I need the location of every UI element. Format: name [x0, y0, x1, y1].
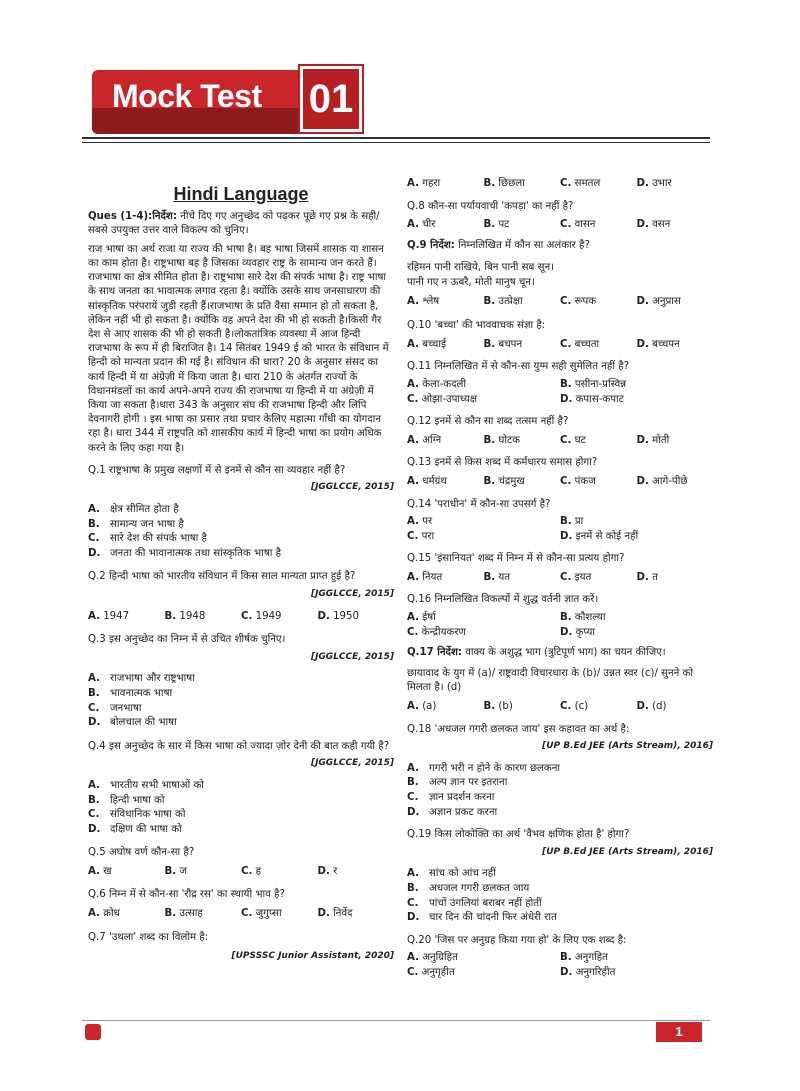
option[interactable]: B. उत्प्रेक्षा	[483, 295, 523, 307]
option[interactable]: C. रूपक	[560, 295, 597, 307]
option[interactable]: C. समतल	[560, 178, 601, 189]
option[interactable]: B. घोटक	[483, 434, 521, 446]
option[interactable]: B. पसीना-प्रस्विन्न	[560, 378, 627, 390]
option[interactable]: D. बच्चपन	[636, 338, 680, 350]
option[interactable]: A. नियत	[407, 571, 443, 583]
page-number: 1	[656, 1022, 702, 1042]
option[interactable]: C. जनभाषा	[88, 702, 142, 714]
option[interactable]: D. मोती	[636, 434, 670, 446]
option[interactable]: D. निर्वेद	[317, 908, 353, 920]
option[interactable]: A. अग्नि	[407, 434, 442, 446]
option[interactable]: D. इनमें से कोई नहीं	[560, 530, 639, 542]
question-16: Q.16 निम्नलिखित विकल्पों में शुद्ध वर्तनी ज्ञात करें। A. ईर्षा B. कौशल्या C. केन्द्रीयकरण D. कृप्या	[407, 593, 713, 640]
option[interactable]: D. बोलचाल की भाषा	[88, 717, 177, 729]
option[interactable]: D. जनता की भावानात्मक तथा सांस्कृतिक भाषा है	[88, 547, 281, 559]
question-4: Q.4 इस अनुच्छेद के सार में किस भाषा को ज्यादा ज़ोर देनी की बात कही गयी है? [JGGLCCE, 2015] A. भारतीय सभी भाषाओं को B. हिन्दी भाषा को C. संविधानिक भाषा को D. दक्षिण की भाषा को	[88, 740, 394, 838]
option[interactable]: D. वसन	[636, 219, 671, 231]
option[interactable]: A. भारतीय सभी भाषाओं को	[88, 779, 204, 791]
option[interactable]: B. 1948	[164, 610, 206, 622]
option[interactable]: C. जुगुप्सा	[241, 908, 282, 920]
question-2: Q.2 हिन्दी भाषा को भारतीय संविधान में किस साल मान्यता प्राप्त हुई है? [JGGLCCE, 2015] A. 1947 B. 1948 C. 1949 D. 1950	[88, 570, 394, 624]
question-20: Q.20 'जिस पर अनुग्रह किया गया हो' के लिए एक शब्द है: A. अनुग्रिहित B. अनुगहित C. अनुगृहीत D. अनुगरिहीत	[407, 934, 713, 981]
option[interactable]: A. (a)	[407, 701, 437, 713]
option[interactable]: C. इयत	[560, 571, 592, 583]
option[interactable]: B. छिछला	[483, 178, 525, 189]
question-17: Q.17 निर्देश: वाक्य के अशुद्ध भाग (त्रुटिपूर्ण भाग) का चयन कीजिए। छायावाद के युग में (a)/ राष्ट्रवादी विचारधारा के (b)/ उन्नत स्वर (c)/ सुनने को मिलता है। (d) A. (a) B. (b) C. (c) D. (d)	[407, 646, 713, 714]
question-7-options	[407, 177, 713, 192]
question-1: Q.1 राष्ट्रभाषा के प्रमुख लक्षणों में से इनमें से कौन सा व्यवहार नहीं है? [JGGLCCE, 2015] A. क्षेत्र सीमित होता है B. सामान्य जन भाषा है C. सारे देश की संपर्क भाषा है D. जनता की भावानात्मक तथा सांस्कृतिक भाषा है	[88, 464, 394, 562]
instructions: Ques (1-4):निर्देश: नीचे दिए गए अनुच्छेद को पढ़कर पूछे गए प्रश्न के सही/सबसे उपयुक्त उत्तर वाले विकल्प को चुनिए।	[88, 210, 380, 237]
question-12: Q.12 इनमें से कौन सा शब्द तत्सम नहीं है? A. अग्नि B. घोटक C. घट D. मोती	[407, 415, 713, 448]
option[interactable]: B. कौशल्या	[560, 612, 606, 624]
option[interactable]: B. भावनात्मक भाषा	[88, 687, 173, 699]
option[interactable]: B. यत	[483, 571, 511, 583]
question-7: Q.7 'उथला' शब्द का विलोम है: [UPSSSC Junior Assistant, 2020]	[88, 931, 394, 962]
option[interactable]: A. सांच को आंच नहीं	[407, 868, 496, 880]
option[interactable]: B. पट	[483, 219, 510, 231]
option[interactable]: D. अनुप्रास	[636, 295, 681, 307]
option[interactable]: A. ख	[88, 865, 112, 877]
section-title: Hindi Language	[173, 184, 309, 204]
option[interactable]: C. वासन	[560, 219, 596, 231]
option[interactable]: A. धर्मग्रंथ	[407, 475, 447, 487]
question-8: Q.8 कौन-सा पर्यायवाची 'कपड़ा' का नहीं है? A. चीर B. पट C. वासन D. वसन	[407, 200, 713, 233]
option[interactable]: C. पंकज	[560, 475, 596, 487]
option[interactable]: C. संविधानिक भाषा को	[88, 809, 186, 821]
option[interactable]: D. 1950	[317, 610, 360, 622]
question-10: Q.10 'बच्चा' की भाववाचक संज्ञा है: A. बच्चाई B. बचपन C. बच्चता D. बच्चपन	[407, 319, 713, 352]
option[interactable]: D. कृप्या	[560, 626, 596, 638]
question-6: Q.6 निम्न में से कौन-सा 'रौद्र रस' का स्थायी भाव है? A. क्रोध B. उत्साह C. जुगुप्सा D. निर्वेद	[88, 888, 394, 921]
footer-divider	[82, 1020, 710, 1021]
option[interactable]: A. अनुग्रिहित	[407, 952, 458, 964]
option[interactable]: B. हिन्दी भाषा को	[88, 794, 165, 806]
option[interactable]: B. अनुगहित	[560, 952, 608, 964]
option[interactable]: D. (d)	[636, 701, 667, 713]
option[interactable]: C. परा	[407, 530, 435, 542]
test-number-badge	[300, 66, 362, 132]
option[interactable]: D. उभार	[636, 178, 672, 189]
option[interactable]: D. दक्षिण की भाषा को	[88, 823, 182, 835]
header-divider-thin	[82, 142, 710, 143]
question-14: Q.14 'पराधीन' में कौन-सा उपसर्ग है? A. पर B. प्रा C. परा D. इनमें से कोई नहीं	[407, 498, 713, 545]
option[interactable]: C. 1949	[241, 610, 282, 622]
option[interactable]: B. प्रा	[560, 516, 584, 528]
option[interactable]: C. सारे देश की संपर्क भाषा है	[88, 533, 207, 545]
option[interactable]: D. आगे-पीछे	[636, 475, 688, 487]
option[interactable]: B. उत्साह	[164, 908, 203, 920]
option[interactable]: B. ज	[164, 865, 187, 877]
question-9: Q.9 निर्देश: निम्नलिखित में कौन सा अलंकार है? रहिमन पानी राखिये, बिन पानी सब सून। पानी गए न ऊबरै, मोती मानुष चून। A. श्लेष B. उत्प्रेक्षा C. रूपक D. अनुप्रास	[407, 239, 713, 309]
question-18: Q.18 'अधजल गगरी छलकत जाय' इस कहावत का अर्थ है: [UP B.Ed JEE (Arts Stream), 2016] A. गगरी भरी न होने के कारण छलकना B. अल्प ज्ञान पर इतराना C. ज्ञान प्रदर्शन करना D. अज्ञान प्रकट करना	[407, 723, 713, 821]
option[interactable]: B. (b)	[483, 701, 513, 713]
option[interactable]: D. कपास-कपाट	[560, 393, 624, 405]
test-number: 01	[308, 76, 354, 121]
option[interactable]: A. ईर्षा	[407, 612, 436, 624]
option[interactable]: A. बच्चाई	[407, 338, 446, 350]
option[interactable]: C. ह	[241, 865, 262, 877]
option[interactable]: C. केन्द्रीयकरण	[407, 626, 466, 638]
option[interactable]: C. अनुगृहीत	[407, 966, 455, 978]
option[interactable]: A. चीर	[407, 219, 436, 231]
option[interactable]: B. अधजल गगरी छलकत जाय	[407, 882, 530, 894]
option[interactable]: A. 1947	[88, 610, 130, 622]
option[interactable]: A. गहरा	[407, 178, 441, 189]
option[interactable]: B. सामान्य जन भाषा है	[88, 518, 184, 530]
option[interactable]: C. बच्चता	[560, 338, 600, 350]
option[interactable]: D. त	[636, 571, 658, 583]
option[interactable]: A. क्षेत्र सीमित होता है	[88, 504, 179, 516]
option[interactable]: B. चंद्रमुख	[483, 475, 525, 487]
right-column	[407, 175, 713, 981]
option[interactable]: A. क्रोध	[88, 908, 120, 920]
question-5: Q.5 अघोष वर्ण कौन-सा है? A. ख B. ज C. ह D. र	[88, 846, 394, 879]
option[interactable]: A. पर	[407, 516, 433, 528]
question-13: Q.13 इनमें से किस शब्द में कर्मधारय समास होगा? A. धर्मग्रंथ B. चंद्रमुख C. पंकज D. आगे-पीछे	[407, 456, 713, 489]
option[interactable]: B. अल्प ज्ञान पर इतराना	[407, 777, 508, 789]
publisher-logo-icon	[85, 1024, 101, 1040]
question-3: Q.3 इस अनुच्छेद का निम्न में से उचित शीर्षक चुनिए। [JGGLCCE, 2015] A. राजभाषा और राष्ट्रभाषा B. भावनात्मक भाषा C. जनभाषा D. बोलचाल की भाषा	[88, 633, 394, 731]
option[interactable]: C. ओझा-उपाध्यक्ष	[407, 393, 478, 405]
question-11: Q.11 निम्नलिखित में से कौन-सा युग्म सही सुमेलित नहीं है? A. केला-कदली B. पसीना-प्रस्विन्न C. ओझा-उपाध्यक्ष D. कपास-कपाट	[407, 360, 713, 407]
option[interactable]: C. घट	[560, 434, 586, 446]
option[interactable]: C. ज्ञान प्रदर्शन करना	[407, 792, 495, 803]
option[interactable]: D. अज्ञान प्रकट करना	[407, 806, 498, 818]
option[interactable]: B. बचपन	[483, 338, 523, 350]
option[interactable]: D. र	[317, 865, 338, 877]
option[interactable]: A. केला-कदली	[407, 378, 467, 390]
option[interactable]: A. राजभाषा और राष्ट्रभाषा	[88, 673, 195, 685]
left-column	[88, 175, 394, 964]
option[interactable]: D. अनुगरिहीत	[560, 966, 616, 978]
option[interactable]: C. (c)	[560, 701, 589, 713]
page-title: Mock Test	[112, 78, 262, 114]
question-19: Q.19 किस लोकोक्ति का अर्थ 'वैभव क्षणिक होता है' होगा? [UP B.Ed JEE (Arts Stream), 2016] A. सांच को आंच नहीं B. अधजल गगरी छलकत जाय C. पांचों उंगलियां बराबर नहीं होतीं D. चार दिन की चांदनी फिर अंधेरी रात	[407, 828, 713, 926]
question-15: Q.15 'इंसानियत' शब्द में निम्न में से कौन-सा प्रत्यय होगा? A. नियत B. यत C. इयत D. त	[407, 552, 713, 585]
option[interactable]: C. पांचों उंगलियां बराबर नहीं होतीं	[407, 897, 542, 909]
header-divider	[82, 137, 710, 139]
option[interactable]: D. चार दिन की चांदनी फिर अंधेरी रात	[407, 912, 557, 924]
option[interactable]: A. गगरी भरी न होने के कारण छलकना	[407, 762, 561, 774]
option[interactable]: A. श्लेष	[407, 295, 440, 307]
passage: राज भाषा का अर्थ राजा या राज्य की भाषा है। बह भाषा जिसमें शासक या शासन का काम होता है। राष्ट्रभाषा बह है जिसका व्यवहार राष्ट्र के सामान्य जन करते हैं। राजभाषा का क्षेत्र सीमित होता है। राष्ट्रभाषा सारे देश की संपर्क भाषा है। राष्ट्र भाषा के साथ जनता का भावात्मक लगाव रहता है। क्योंकि उसके साथ जनसाधारण की सांस्कृतिक परंपरायें जुडी रहती हैं।राजभाषा के प्रति वैसा सम्मान हो तो सकता है, लेकिन नहीं भी हो सकता है। क्योंकि वह अपने देश की भी हो सकती है।किसी गैर देश से आए शासक की भी हो सकती है।लोकतांत्रिक व्यवस्था में आज हिन्दी राजभाषा के रूप में ही बिराजित है। 14 सितंबर 1949 ई को भारत के संविधान में हिन्दी को मान्यता प्रदान की गई है। संविधान की धारा? 20 के अनुसार संसद का कार्य हिन्दी में या अंग्रेज़ी में किया जाता है। धारा 210 के अंतर्गत राज्यों के विधानमंडलों का कार्य अपने-अपने राज्य की राजभाषा या हिन्दी में या अंग्रेज़ी में किया जा सकता है।धारा 343 के अनुसार संघ की राजभाषा हिन्दी और लिपि देवनागरी होगी । इस भाषा का प्रसार तथा प्रचार केलिए महात्मा गाँधी का योगदान रहा है। धारा 344 में राष्ट्रपति को शासकीय कार्य में हिन्दी भाषा का प्रयोग अधिक करने के लिए कहा गया है।	[88, 243, 389, 454]
